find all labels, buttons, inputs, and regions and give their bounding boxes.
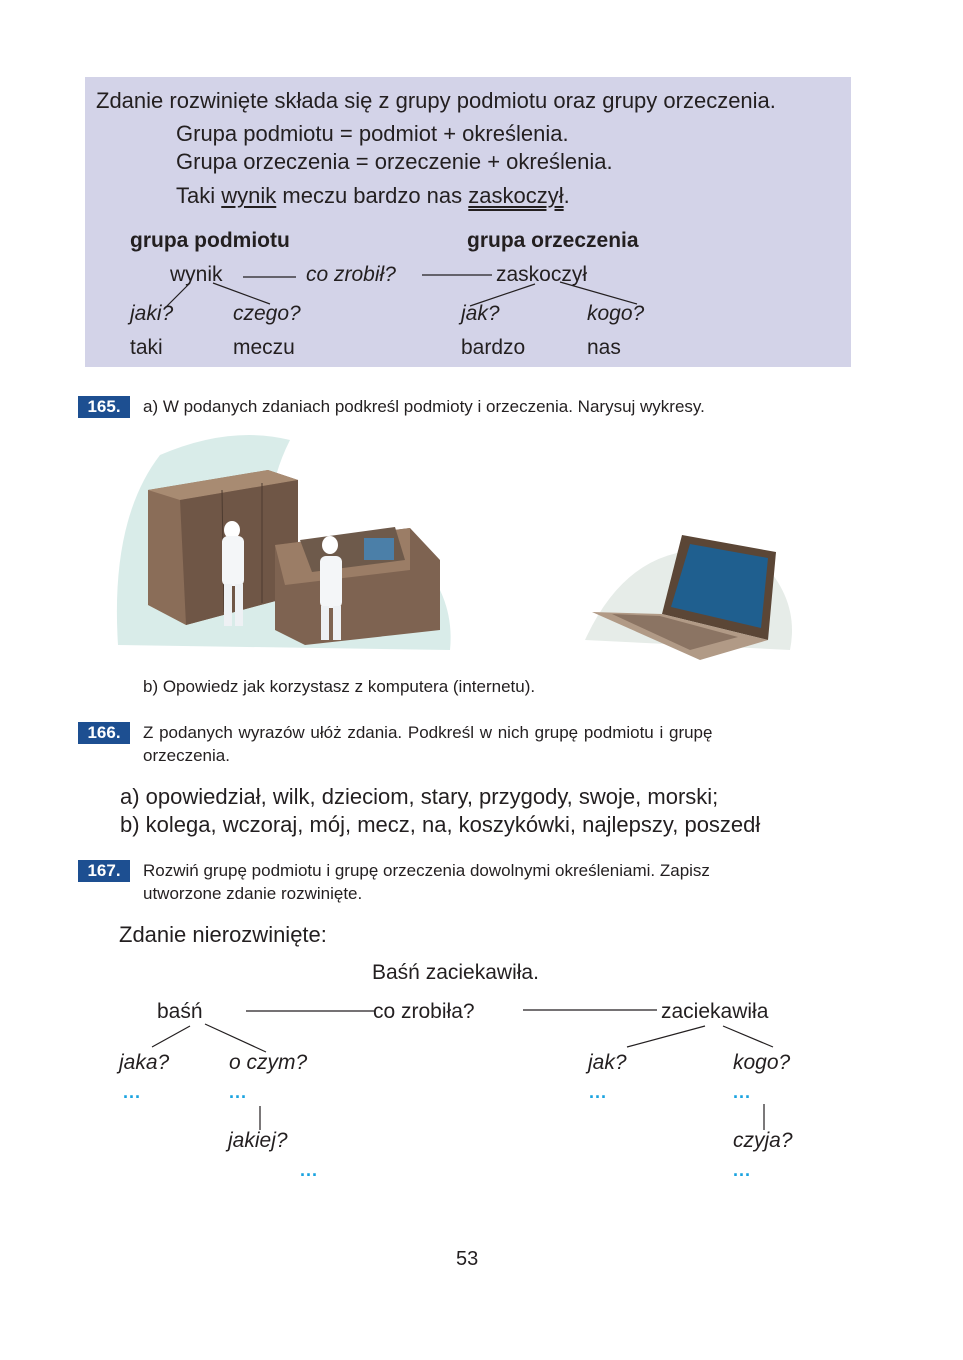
ex167-question-czyja: czyja? — [733, 1129, 793, 1152]
example-end: . — [563, 183, 570, 208]
exercise-166-item-b: b) kolega, wczoraj, mój, mecz, na, koszykówki, najlepszy, poszedł — [120, 812, 761, 837]
predicate-group-label: grupa orzeczenia — [467, 229, 639, 252]
example-predicate: zaskoczył — [468, 183, 564, 208]
ex167-predicate: zaciekawiła — [661, 1000, 769, 1023]
ex167-subject: baśń — [157, 1000, 203, 1023]
example-middle: meczu bardzo nas — [282, 183, 463, 208]
subject-group-label: grupa podmiotu — [130, 229, 290, 252]
exercise-165-text-a: a) W podanych zdaniach podkreśl podmioty i orzeczenia. Narysuj wykresy. — [143, 397, 705, 416]
exercise-167-text-line1: Rozwiń grupę podmiotu i grupę orzeczenia dowolnymi określeniami. Zapisz — [143, 861, 710, 880]
ex167-question-jaka: jaka? — [119, 1051, 170, 1074]
blank-jakiej[interactable]: ... — [300, 1160, 319, 1180]
question-czego: czego? — [233, 302, 301, 325]
answer-meczu: meczu — [233, 336, 295, 359]
answer-nas: nas — [587, 336, 621, 359]
ex167-question-kogo: kogo? — [733, 1051, 791, 1074]
exercise-166-item-a: a) opowiedział, wilk, dzieciom, stary, przygody, swoje, morski; — [120, 784, 719, 809]
diagram-predicate: zaskoczył — [496, 263, 588, 286]
exercise-166-number: 166. — [78, 722, 130, 744]
diagram-connector-question: co zrobił? — [306, 263, 396, 286]
rule-example-sentence — [176, 183, 570, 209]
exercise-165-text-b: b) Opowiedz jak korzystasz z komputera (internetu). — [143, 677, 536, 696]
blank-jaka[interactable]: ... — [123, 1082, 142, 1102]
exercise-167-number: 167. — [78, 860, 130, 882]
ex167-connector-question: co zrobiła? — [373, 1000, 475, 1023]
blank-czyja[interactable]: ... — [733, 1160, 752, 1180]
question-jak: jak? — [461, 302, 500, 325]
rule-line-predicate: Grupa orzeczenia = orzeczenie + określenia. — [176, 149, 613, 174]
exercise-167-text-line2: utworzone zdanie rozwinięte. — [143, 884, 363, 903]
answer-bardzo: bardzo — [461, 336, 526, 359]
laptop-illustration — [585, 535, 792, 660]
exercise-166-text-line1: Z podanych wyrazów ułóż zdania. Podkreśl w nich grupę podmiotu i grupę — [143, 723, 713, 742]
answer-taki: taki — [130, 336, 163, 359]
exercise-167-label: Zdanie nierozwinięte: — [119, 922, 327, 947]
blank-kogo[interactable]: ... — [733, 1082, 752, 1102]
ex167-question-o-czym: o czym? — [229, 1051, 308, 1074]
question-jaki: jaki? — [130, 302, 174, 325]
ex167-question-jakiej: jakiej? — [228, 1129, 288, 1152]
blank-jak[interactable]: ... — [589, 1082, 608, 1102]
example-subject: wynik — [221, 183, 277, 208]
ex167-question-jak: jak? — [588, 1051, 627, 1074]
exercise-166-text-line2: orzeczenia. — [143, 746, 230, 765]
question-kogo: kogo? — [587, 302, 645, 325]
exercise-165-number: 165. — [78, 396, 130, 418]
mainframe-illustration — [117, 435, 451, 650]
diagram-subject: wynik — [170, 263, 223, 286]
rule-intro: Zdanie rozwinięte składa się z grupy podmiotu oraz grupy orzeczenia. — [96, 88, 776, 113]
example-prefix: Taki — [176, 183, 216, 208]
blank-o-czym[interactable]: ... — [229, 1082, 248, 1102]
page-number: 53 — [456, 1248, 479, 1270]
exercise-167-sentence: Baśń zaciekawiła. — [372, 961, 539, 984]
rule-line-subject: Grupa podmiotu = podmiot + określenia. — [176, 121, 569, 146]
